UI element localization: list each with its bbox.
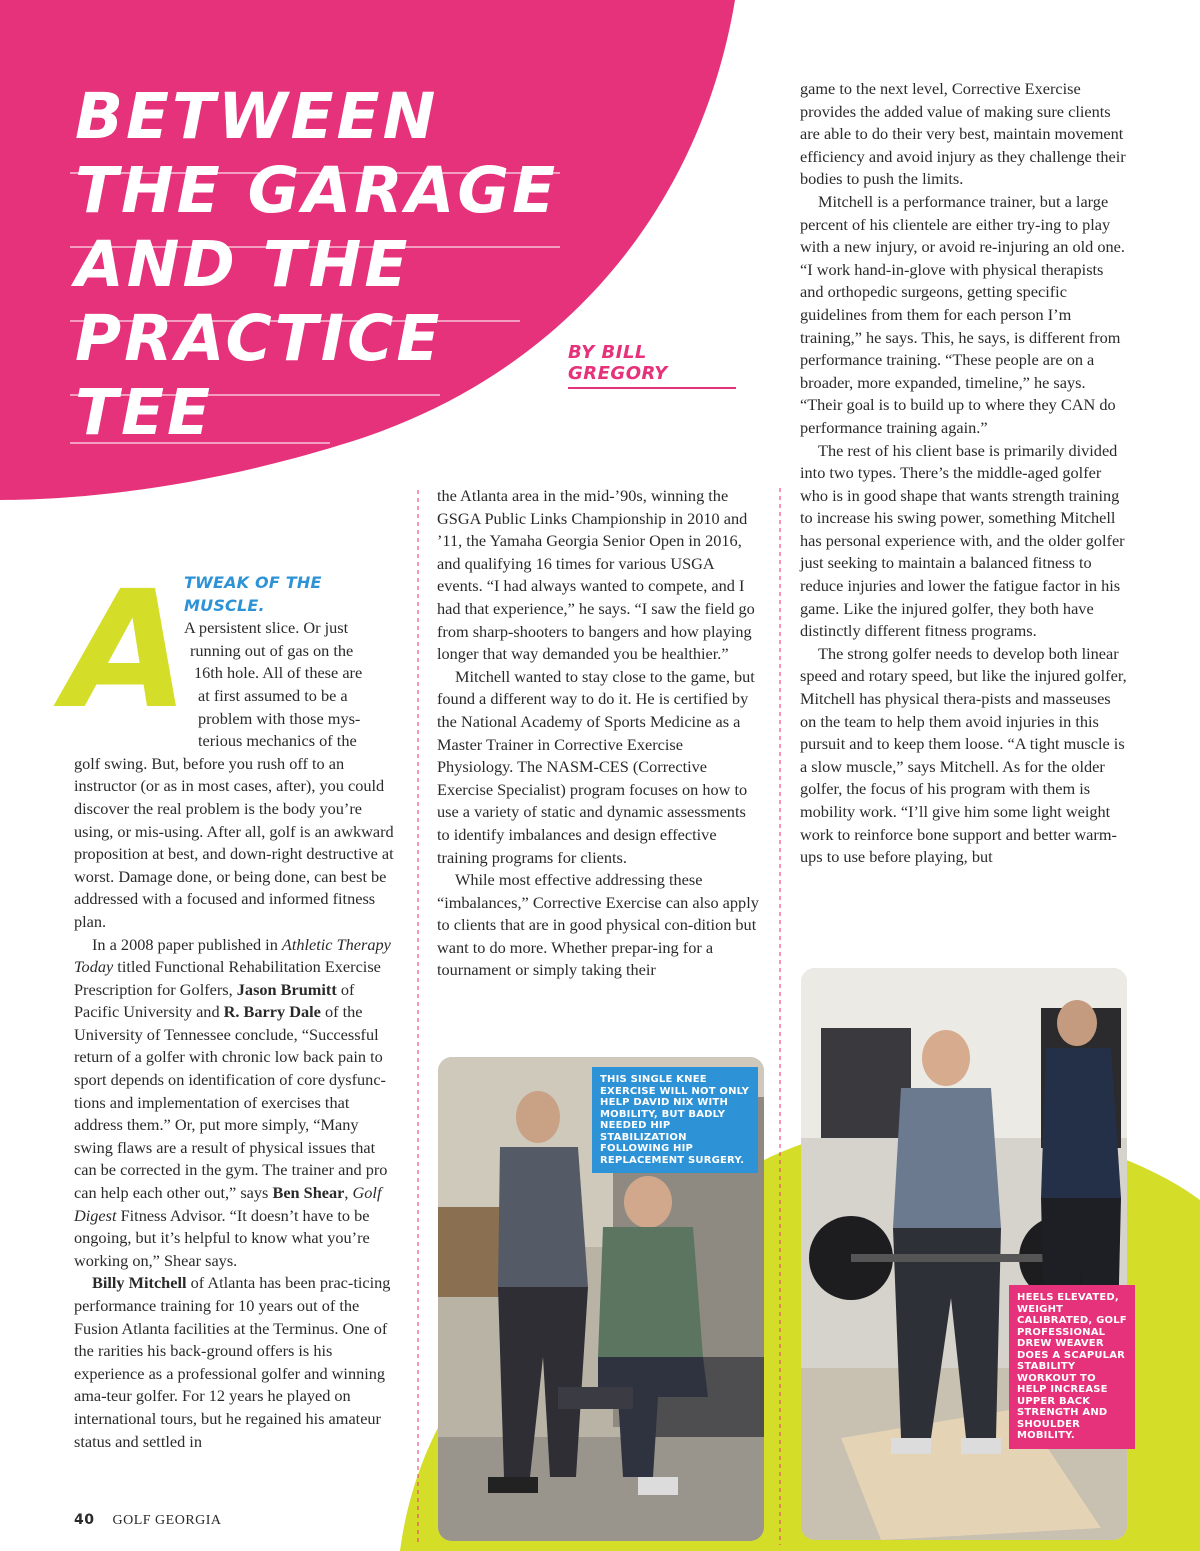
body-paragraph: game to the next level, Corrective Exercise provides the added value of making sure clients are able to do their very best, maintain movement efficiency and avoid injury as they challenge their bodies to push the limits. [800, 79, 1126, 189]
headline-line: PRACTICE [75, 302, 443, 375]
lead-in-line [74, 572, 400, 617]
headline-line: TEE [75, 376, 214, 449]
byline: BY BILL GREGORY [568, 342, 736, 389]
body-line: at first assumed to be a [198, 685, 348, 705]
body-paragraph: The rest of his client base is primarily divided into two types. There’s the middle-aged golfer who is in good shape that wants strength training to increase his swing power, something Mitchell has personal experience with, and the older golfer just seeking to maintain a balanced fitness to reduce injuries and lower the fatigue factor in his game. Like the injured golfer, they both have distinctly different fitness programs. [800, 440, 1125, 641]
headline-line: AND THE [75, 228, 411, 301]
body-line: terious mechanics of the [198, 731, 357, 751]
body-paragraph: In a 2008 paper published in Athletic Therapy Today titled Functional Rehabilitation Exercise Prescription for Golfers, Jason Brumitt of Pacific University and R. Barry Dale of the University of Tennessee conclude, “Successful return of a golfer with chronic low back pain to sport depends on identification of core dysfunc-tions and implementation of exercises that address them.” Or, put more simply, “Many swing flaws are a result of physical issues that can be corrected in the gym. The trainer and pro can help each other out,” says Ben Shear, Golf Digest Fitness Advisor. “It doesn’t have to be ongoing, but it’s helpful to know what you’re working on,” Shear says. [74, 934, 391, 1270]
body-paragraph: Mitchell wanted to stay close to the game, but found a different way to do it. He is certified by the National Academy of Sports Medicine as a Master Trainer in Corrective Exercise Physiology. The NASM-CES (Corrective Exercise Specialist) program focuses on how to use a variety of static and dynamic assessments to identify imbalances and design effective training programs for clients. [437, 666, 755, 867]
body-paragraph: Billy Mitchell of Atlanta has been prac-ticing performance training for 10 years out of the Fusion Atlanta facilities at the Terminus. One of the rarities his back-ground offers is his experience as a professional golfer and winning ama-teur golfer. For 12 years he played on international tours, but he regained his amateur status and settled in [74, 1273, 391, 1451]
body-paragraph: the Atlanta area in the mid-’90s, winning the GSGA Public Links Championship in 2010 and ’11, the Yamaha Georgia Senior Open in 2016, and qualifying 16 times for various USGA events. “I had always wanted to compete, and I had that experience,” he says. “I saw the field go from sharp-shooters to bangers and how playing longer that way demanded you be healthier.” [437, 486, 755, 664]
headline-line: BETWEEN [75, 80, 439, 153]
headline-line: THE GARAGE [75, 154, 559, 227]
body-paragraph: golf swing. But, before you rush off to an instructor (or as in most cases, after), you could discover the real problem is the body you’re using, or mis-using. After all, golf is an awkward proposition at best, and down-right destructive at worst. Damage done, or being done, can best be addressed with a focused and informed fitness plan. [74, 753, 394, 931]
page-number: 40 [74, 1512, 95, 1528]
publication-name: GOLF GEORGIA [112, 1513, 222, 1528]
body-paragraph: The strong golfer needs to develop both linear speed and rotary speed, but like the injured golfer, Mitchell has physical thera-pists and masseuses on the team to help them avoid injuries in this pursuit and to keep them loose. “A tight muscle is a slow muscle,” says Mitchell. As for the older golfer, the focus of his program with them is mobility work. “I’ll give him some light weight work to reinforce bone support and better warm-ups to use before playing, but [800, 643, 1127, 867]
article-column-2 [437, 485, 759, 982]
lead-in: TWEAK OF THE MUSCLE. [184, 573, 322, 615]
article-column-1 [74, 572, 400, 1453]
photo-caption: THIS SINGLE KNEE EXERCISE WILL NOT ONLY HELP DAVID NIX WITH MOBILITY, BUT BADLY NEEDED HIP STABILIZATION FOLLOWING HIP REPLACEMENT SURGERY. [592, 1067, 758, 1173]
article-column-3 [800, 78, 1128, 869]
body-paragraph: While most effective addressing these “imbalances,” Corrective Exercise can also apply to clients that are in good physical con-dition but want to do more. Whether prepar-ing for a tournament or simply taking their [437, 870, 759, 980]
body-line: A persistent slice. Or just [184, 618, 349, 638]
body-line: 16th hole. All of these are [194, 663, 363, 683]
body-line: problem with those mys- [198, 708, 361, 728]
drop-cap: A [64, 557, 190, 745]
photo-caption: HEELS ELEVATED, WEIGHT CALIBRATED, GOLF PROFESSIONAL DREW WEAVER DOES A SCAPULAR STABILITY WORKOUT TO HELP INCREASE UPPER BACK STRENGTH AND SHOULDER MOBILITY. [1009, 1285, 1135, 1449]
photo-trap-bar-workout [801, 968, 1127, 1540]
body-paragraph: Mitchell is a performance trainer, but a large percent of his clientele are either try-ing to play with a new injury, or avoid re-injuring an old one. “I work hand-in-glove with physical therapists and orthopedic surgeons, getting specific guidelines from them for each person I’m training,” he says. This, he says, is different from performance training. “These people are on a broader, more expanded, timeline,” he says. “Their goal is to build up to where they CAN do performance training again.” [800, 191, 1125, 437]
body-line: running out of gas on the [190, 640, 354, 660]
page-footer [74, 1512, 222, 1529]
article-headline [75, 80, 558, 450]
